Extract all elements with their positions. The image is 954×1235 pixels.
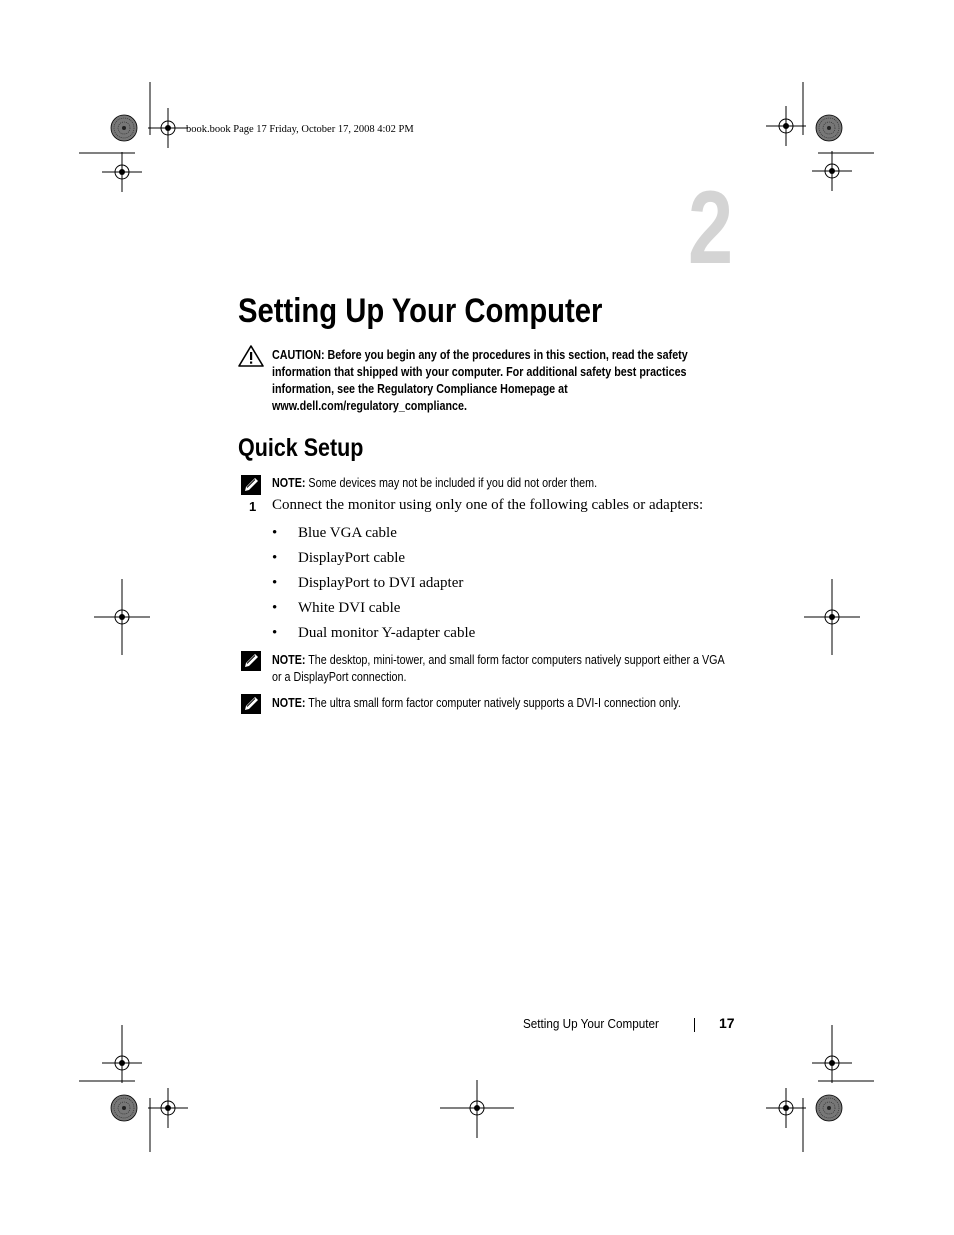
note-pencil-icon (240, 650, 262, 672)
note-pencil-icon (240, 474, 262, 496)
registration-mark-icon (148, 1088, 188, 1128)
registration-mark-icon (766, 1088, 806, 1128)
section-title: Quick Setup (238, 434, 364, 462)
note-label: NOTE: (272, 696, 306, 710)
registration-mark-icon (102, 152, 142, 192)
caution-triangle-icon (238, 345, 264, 367)
caution-label: CAUTION: (272, 348, 325, 362)
bullet: • (272, 600, 278, 616)
note-text: The desktop, mini-tower, and small form factor computers natively support either a VGA or a DisplayPort connection. (272, 653, 725, 684)
note-3 (272, 695, 736, 712)
list-item-text: White DVI cable (298, 600, 401, 616)
list-item (272, 597, 475, 622)
note-text: The ultra small form factor computer natively supports a DVI-I connection only. (305, 696, 681, 710)
list-item (272, 522, 475, 547)
note-label: NOTE: (272, 653, 306, 667)
caution-text: Before you begin any of the procedures in this section, read the safety information that shipped with your computer. For additional safety best practices information, see the Regulatory Compliance Homepage at www.dell.com/regulatory_compliance. (272, 348, 688, 413)
footer-divider (694, 1018, 695, 1032)
bullet: • (272, 550, 278, 566)
list-item (272, 547, 475, 572)
list-item-text: DisplayPort cable (298, 550, 406, 566)
caution-notice (272, 347, 736, 415)
color-bar-icon (816, 115, 842, 141)
note-label: NOTE: (272, 476, 306, 490)
color-bar-icon (111, 115, 137, 141)
color-bar-icon (111, 1095, 137, 1121)
bullet: • (272, 625, 278, 641)
footer-chapter-title: Setting Up Your Computer (523, 1016, 659, 1031)
bullet: • (272, 575, 278, 591)
note-text: Some devices may not be included if you did not order them. (305, 476, 598, 490)
step-number: 1 (249, 499, 257, 514)
registration-mark-icon (812, 151, 852, 191)
color-bar-icon (816, 1095, 842, 1121)
note-pencil-icon (240, 693, 262, 715)
page-title: Setting Up Your Computer (238, 292, 603, 330)
note-2 (272, 652, 736, 686)
chapter-number: 2 (688, 170, 732, 286)
page-number: 17 (719, 1015, 735, 1031)
cable-list (272, 522, 475, 647)
list-item-text: Dual monitor Y-adapter cable (298, 625, 476, 641)
list-item (272, 572, 475, 597)
registration-mark-icon (766, 106, 806, 146)
registration-mark-icon (148, 108, 188, 148)
step-text: Connect the monitor using only one of the following cables or adapters: (272, 497, 704, 513)
print-slug: book.book Page 17 Friday, October 17, 2008 4:02 PM (186, 124, 414, 135)
list-item (272, 622, 475, 647)
note-1 (272, 475, 736, 492)
list-item-text: Blue VGA cable (298, 525, 397, 541)
bullet: • (272, 525, 278, 541)
list-item-text: DisplayPort to DVI adapter (298, 575, 464, 591)
